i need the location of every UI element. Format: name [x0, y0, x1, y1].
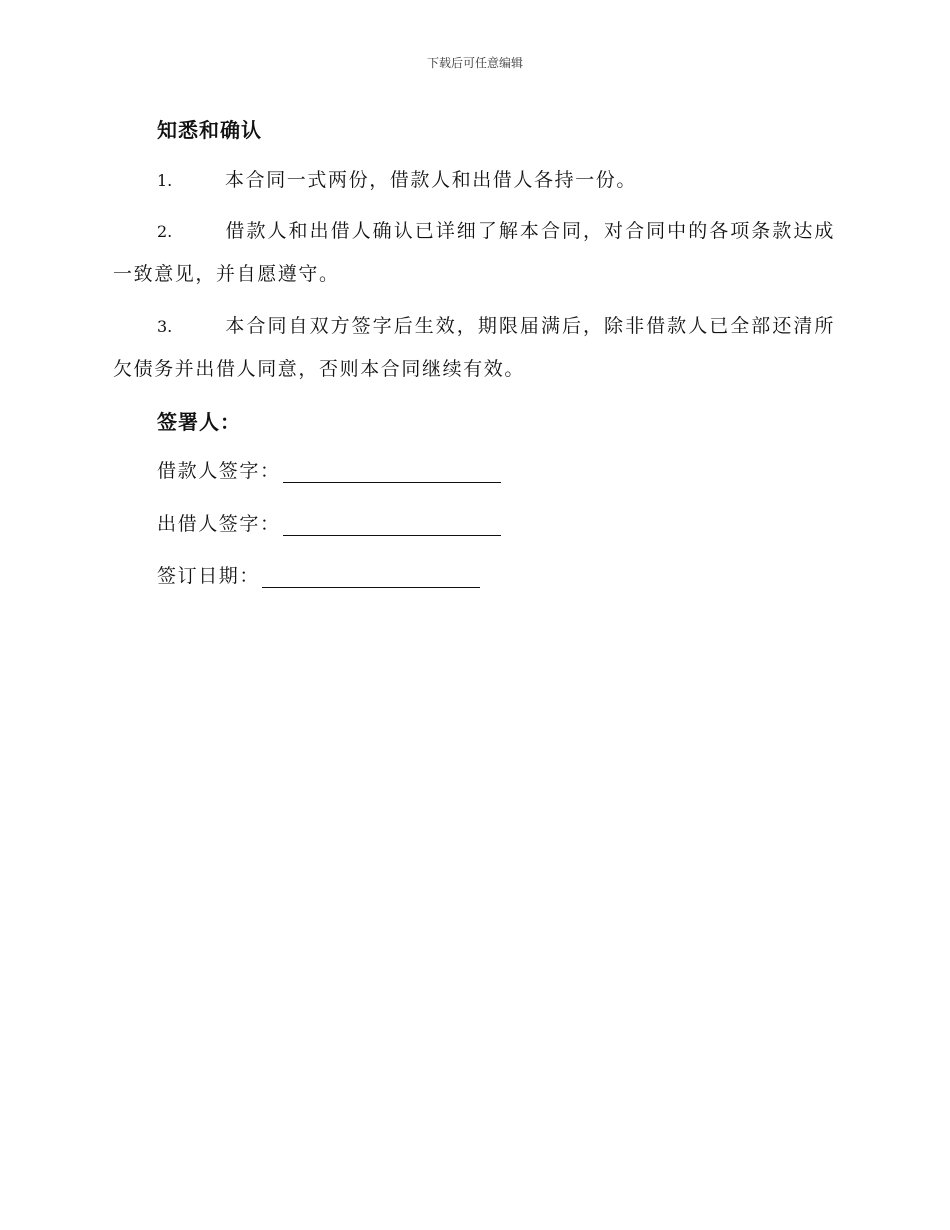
clause-2: [113, 210, 835, 295]
lender-signature-blank[interactable]: [283, 513, 501, 536]
section-title-acknowledgement: 知悉和确认: [157, 118, 262, 142]
signing-date-label: 签订日期：: [157, 565, 261, 587]
clause-text: 借款人和出借人确认已详细了解本合同，对合同中的各项条款达成一致意见，并自愿遵守。: [113, 220, 835, 285]
signing-date-blank[interactable]: [262, 565, 480, 588]
lender-signature-line: [157, 509, 501, 536]
clause-number: 2.: [157, 222, 173, 241]
signing-date-line: [157, 561, 480, 588]
clause-1: [113, 159, 835, 202]
clause-text: 本合同自双方签字后生效，期限届满后，除非借款人已全部还清所欠债务并出借人同意，否则本合同继续有效。: [113, 315, 835, 380]
lender-signature-label: 出借人签字：: [157, 513, 281, 535]
clause-number: 3.: [157, 317, 173, 336]
clause-number: 1.: [157, 171, 173, 190]
section-title-signatories: 签署人：: [157, 410, 241, 434]
page-header: 下载后可任意编辑: [426, 56, 523, 70]
borrower-signature-label: 借款人签字：: [157, 460, 281, 482]
clause-text: 本合同一式两份，借款人和出借人各持一份。: [225, 169, 638, 191]
borrower-signature-line: [157, 456, 501, 483]
borrower-signature-blank[interactable]: [283, 460, 501, 483]
clause-3: [113, 305, 835, 390]
